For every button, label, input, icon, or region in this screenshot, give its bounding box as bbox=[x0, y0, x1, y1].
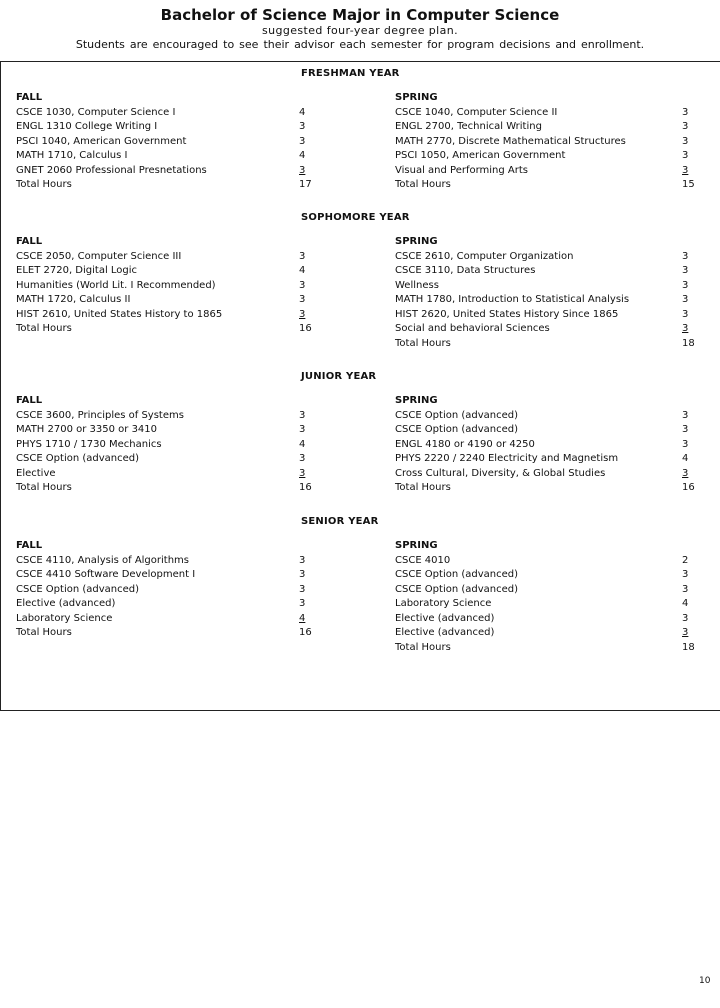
course-hours: 3 bbox=[299, 121, 306, 132]
page-subtitle: suggested four-year degree plan. bbox=[261, 24, 459, 37]
total-hours-label: Total Hours bbox=[395, 641, 451, 653]
course-name: CSCE 3600, Principles of Systems bbox=[16, 409, 184, 421]
course-row bbox=[16, 279, 316, 294]
course-name: HIST 2620, United States History Since 1865 bbox=[395, 308, 619, 320]
total-hours-value: 15 bbox=[682, 179, 695, 190]
course-hours: 3 bbox=[299, 250, 306, 262]
course-hours: 3 bbox=[299, 598, 306, 609]
total-hours-label: Total Hours bbox=[16, 482, 72, 493]
course-name: MATH 1710, Calculus I bbox=[16, 150, 128, 161]
course-row bbox=[395, 279, 700, 294]
course-hours: 3 bbox=[682, 409, 689, 421]
fall-semester-column bbox=[16, 91, 316, 193]
course-row bbox=[16, 452, 316, 467]
spring-semester-label: SPRING bbox=[395, 540, 438, 551]
page-title: Bachelor of Science Major in Computer Science bbox=[160, 6, 560, 24]
fall-semester-column bbox=[16, 394, 316, 496]
course-name: Humanities (World Lit. I Recommended) bbox=[16, 279, 216, 291]
fall-semester-label: FALL bbox=[16, 395, 43, 406]
course-row bbox=[395, 554, 700, 569]
course-row bbox=[395, 438, 700, 453]
course-name: PSCI 1050, American Government bbox=[395, 150, 566, 161]
fall-semester-column bbox=[16, 235, 316, 337]
course-hours: 4 bbox=[299, 150, 306, 161]
course-hours: 3 bbox=[682, 265, 689, 276]
course-row bbox=[16, 106, 316, 121]
total-hours-row bbox=[395, 641, 700, 656]
course-name: ENGL 2700, Technical Writing bbox=[395, 121, 542, 132]
course-hours: 3 bbox=[299, 467, 306, 479]
total-hours-row bbox=[16, 481, 316, 496]
course-hours: 4 bbox=[299, 438, 306, 450]
course-name: HIST 2610, United States History to 1865 bbox=[16, 308, 223, 320]
course-name: CSCE Option (advanced) bbox=[16, 453, 140, 464]
course-hours: 4 bbox=[682, 598, 689, 609]
course-row bbox=[16, 264, 316, 279]
course-row bbox=[395, 149, 700, 164]
course-name: CSCE 1040, Computer Science II bbox=[395, 106, 558, 118]
total-hours-value: 16 bbox=[682, 482, 695, 493]
course-hours: 3 bbox=[682, 250, 689, 262]
fall-semester-column bbox=[16, 539, 316, 641]
course-row bbox=[395, 626, 700, 641]
total-hours-row bbox=[395, 337, 700, 352]
course-hours: 3 bbox=[299, 279, 306, 291]
course-row bbox=[395, 135, 700, 150]
total-hours-label: Total Hours bbox=[395, 179, 451, 190]
course-name: Social and behavioral Sciences bbox=[395, 323, 550, 334]
total-hours-row bbox=[395, 178, 700, 193]
course-hours: 3 bbox=[682, 612, 689, 624]
course-name: CSCE Option (advanced) bbox=[395, 583, 519, 595]
course-row bbox=[16, 164, 316, 179]
year-title: JUNIOR YEAR bbox=[301, 371, 377, 382]
advisor-notice: Students are encouraged to see their advisor each semester for program decisions and enrollment. bbox=[75, 38, 645, 51]
spring-semester-label: SPRING bbox=[395, 236, 438, 247]
spring-semester-column bbox=[395, 91, 700, 193]
course-name: CSCE 2050, Computer Science III bbox=[16, 250, 182, 262]
course-name: MATH 2770, Discrete Mathematical Structures bbox=[395, 135, 626, 147]
total-hours-value: 16 bbox=[299, 482, 312, 493]
course-hours: 3 bbox=[682, 627, 689, 638]
total-hours-label: Total Hours bbox=[16, 627, 72, 638]
total-hours-value: 18 bbox=[682, 337, 695, 349]
course-row bbox=[395, 293, 700, 308]
total-hours-label: Total Hours bbox=[16, 323, 72, 334]
course-row bbox=[16, 250, 316, 265]
course-name: CSCE 1030, Computer Science I bbox=[16, 106, 176, 118]
course-hours: 3 bbox=[299, 424, 306, 435]
spring-semester-column bbox=[395, 539, 700, 655]
course-name: PSCI 1040, American Government bbox=[16, 135, 187, 147]
course-row bbox=[16, 554, 316, 569]
course-row bbox=[16, 135, 316, 150]
course-hours: 3 bbox=[299, 453, 306, 464]
course-row bbox=[395, 264, 700, 279]
course-name: CSCE Option (advanced) bbox=[395, 569, 519, 580]
course-name: CSCE 4010 bbox=[395, 554, 451, 566]
course-hours: 3 bbox=[682, 424, 689, 435]
course-name: MATH 1720, Calculus II bbox=[16, 294, 131, 305]
course-hours: 4 bbox=[299, 612, 306, 624]
course-row bbox=[395, 423, 700, 438]
course-row bbox=[16, 612, 316, 627]
fall-semester-label: FALL bbox=[16, 540, 43, 551]
course-hours: 3 bbox=[299, 294, 306, 305]
course-row bbox=[16, 149, 316, 164]
course-hours: 4 bbox=[299, 265, 306, 276]
total-hours-row bbox=[16, 178, 316, 193]
course-name: GNET 2060 Professional Presnetations bbox=[16, 164, 207, 176]
course-row bbox=[395, 452, 700, 467]
course-hours: 3 bbox=[299, 554, 306, 566]
course-name: Elective (advanced) bbox=[395, 627, 495, 638]
course-hours: 3 bbox=[299, 409, 306, 421]
course-row bbox=[16, 583, 316, 598]
course-hours: 3 bbox=[682, 294, 689, 305]
course-hours: 3 bbox=[682, 323, 689, 334]
course-hours: 3 bbox=[682, 121, 689, 132]
course-row bbox=[395, 308, 700, 323]
course-name: CSCE 4410 Software Development I bbox=[16, 569, 196, 580]
course-name: Elective (advanced) bbox=[395, 612, 495, 624]
course-row bbox=[395, 409, 700, 424]
course-name: CSCE 4110, Analysis of Algorithms bbox=[16, 554, 189, 566]
year-title: FRESHMAN YEAR bbox=[301, 68, 400, 79]
total-hours-label: Total Hours bbox=[16, 179, 72, 190]
course-row bbox=[16, 467, 316, 482]
course-row bbox=[395, 467, 700, 482]
total-hours-value: 18 bbox=[682, 641, 695, 653]
course-hours: 3 bbox=[682, 569, 689, 580]
course-row bbox=[16, 568, 316, 583]
spring-semester-column bbox=[395, 394, 700, 496]
course-name: CSCE Option (advanced) bbox=[16, 583, 140, 595]
course-row bbox=[395, 612, 700, 627]
course-row bbox=[395, 583, 700, 598]
course-name: CSCE Option (advanced) bbox=[395, 424, 519, 435]
course-hours: 3 bbox=[682, 106, 689, 118]
page-number: 10 bbox=[699, 976, 711, 986]
spring-semester-label: SPRING bbox=[395, 92, 438, 103]
course-name: PHYS 2220 / 2240 Electricity and Magnetism bbox=[395, 453, 619, 464]
course-row bbox=[395, 568, 700, 583]
course-name: Elective (advanced) bbox=[16, 598, 116, 609]
course-name: Visual and Performing Arts bbox=[395, 164, 529, 176]
course-name: ENGL 4180 or 4190 or 4250 bbox=[395, 438, 535, 450]
course-name: MATH 2700 or 3350 or 3410 bbox=[16, 424, 158, 435]
total-hours-value: 16 bbox=[299, 323, 312, 334]
course-name: Laboratory Science bbox=[395, 598, 492, 609]
course-hours: 3 bbox=[682, 279, 689, 291]
fall-semester-label: FALL bbox=[16, 236, 43, 247]
spring-semester-column bbox=[395, 235, 700, 351]
course-row bbox=[395, 322, 700, 337]
total-hours-row bbox=[16, 626, 316, 641]
course-name: Wellness bbox=[395, 279, 439, 291]
course-hours: 3 bbox=[299, 569, 306, 580]
course-row bbox=[395, 597, 700, 612]
course-name: PHYS 1710 / 1730 Mechanics bbox=[16, 438, 162, 450]
fall-semester-label: FALL bbox=[16, 92, 43, 103]
course-row bbox=[16, 438, 316, 453]
course-hours: 3 bbox=[682, 135, 689, 147]
course-hours: 3 bbox=[682, 438, 689, 450]
course-row bbox=[395, 106, 700, 121]
course-row bbox=[395, 164, 700, 179]
course-name: ELET 2720, Digital Logic bbox=[16, 265, 138, 276]
course-hours: 3 bbox=[299, 164, 306, 176]
total-hours-label: Total Hours bbox=[395, 482, 451, 493]
total-hours-value: 16 bbox=[299, 627, 312, 638]
course-hours: 3 bbox=[682, 583, 689, 595]
course-name: CSCE 3110, Data Structures bbox=[395, 265, 536, 276]
year-title: SENIOR YEAR bbox=[301, 516, 379, 527]
total-hours-value: 17 bbox=[299, 179, 312, 190]
course-hours: 3 bbox=[682, 164, 689, 176]
course-name: MATH 1780, Introduction to Statistical Analysis bbox=[395, 294, 630, 305]
course-name: CSCE Option (advanced) bbox=[395, 409, 519, 421]
course-hours: 3 bbox=[682, 308, 689, 320]
course-name: CSCE 2610, Computer Organization bbox=[395, 250, 574, 262]
year-title: SOPHOMORE YEAR bbox=[301, 212, 410, 223]
course-row bbox=[16, 423, 316, 438]
course-row bbox=[16, 597, 316, 612]
course-row bbox=[16, 409, 316, 424]
course-hours: 3 bbox=[299, 308, 306, 320]
course-name: Cross Cultural, Diversity, & Global Studies bbox=[395, 467, 606, 479]
document-header bbox=[0, 6, 720, 52]
course-row bbox=[16, 293, 316, 308]
course-hours: 4 bbox=[682, 453, 689, 464]
total-hours-label: Total Hours bbox=[395, 337, 451, 349]
course-hours: 3 bbox=[682, 150, 689, 161]
course-hours: 3 bbox=[682, 467, 689, 479]
total-hours-row bbox=[395, 481, 700, 496]
course-row bbox=[395, 120, 700, 135]
course-hours: 3 bbox=[299, 583, 306, 595]
course-name: Elective bbox=[16, 467, 56, 479]
total-hours-row bbox=[16, 322, 316, 337]
course-row bbox=[395, 250, 700, 265]
course-row bbox=[16, 120, 316, 135]
course-hours: 2 bbox=[682, 554, 689, 566]
spring-semester-label: SPRING bbox=[395, 395, 438, 406]
course-name: Laboratory Science bbox=[16, 612, 113, 624]
course-hours: 3 bbox=[299, 135, 306, 147]
course-name: ENGL 1310 College Writing I bbox=[16, 121, 158, 132]
course-hours: 4 bbox=[299, 106, 306, 118]
degree-plan-box bbox=[0, 61, 720, 711]
course-row bbox=[16, 308, 316, 323]
